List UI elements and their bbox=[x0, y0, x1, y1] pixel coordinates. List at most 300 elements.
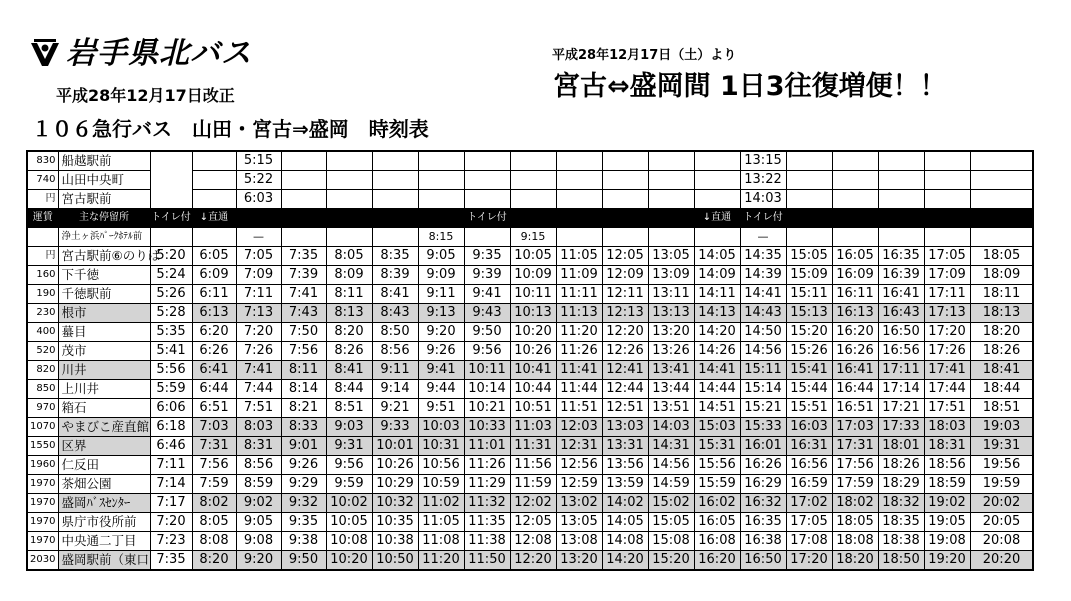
time-cell bbox=[694, 190, 740, 209]
time-cell: 16:29 bbox=[740, 475, 786, 494]
time-cell: 16:32 bbox=[740, 494, 786, 513]
time-cell: 8:11 bbox=[326, 285, 372, 304]
time-cell: 10:41 bbox=[510, 361, 556, 380]
time-cell: 16:20 bbox=[832, 323, 878, 342]
time-cell: 7:14 bbox=[150, 475, 192, 494]
time-cell: 13:59 bbox=[602, 475, 648, 494]
timetable-row bbox=[27, 228, 1033, 247]
time-cell: 6:13 bbox=[192, 304, 236, 323]
time-cell: 14:35 bbox=[740, 247, 786, 266]
timetable-row bbox=[27, 437, 1033, 456]
time-cell: 16:26 bbox=[832, 342, 878, 361]
time-cell: 11:01 bbox=[464, 437, 510, 456]
time-cell: 9:31 bbox=[326, 437, 372, 456]
timetable-row bbox=[27, 266, 1033, 285]
time-cell bbox=[694, 171, 740, 190]
time-cell: 12:56 bbox=[556, 456, 602, 475]
stop-name: 山田中央町 bbox=[58, 171, 150, 190]
time-cell: 11:31 bbox=[510, 437, 556, 456]
time-cell: 9:43 bbox=[464, 304, 510, 323]
time-cell: 16:44 bbox=[832, 380, 878, 399]
time-cell bbox=[694, 151, 740, 171]
fare-cell: 160 bbox=[27, 266, 58, 285]
time-cell: 9:21 bbox=[372, 399, 418, 418]
time-cell: 10:13 bbox=[510, 304, 556, 323]
time-cell: 10:56 bbox=[418, 456, 464, 475]
fare-header: 運賃 bbox=[27, 209, 58, 228]
trip-feature-label bbox=[832, 209, 878, 228]
time-cell bbox=[281, 171, 326, 190]
time-cell: 16:13 bbox=[832, 304, 878, 323]
time-cell: 8:15 bbox=[418, 228, 464, 247]
time-cell: 6:44 bbox=[192, 380, 236, 399]
time-cell bbox=[192, 151, 236, 171]
time-cell: 7:26 bbox=[236, 342, 281, 361]
time-cell: 16:50 bbox=[740, 551, 786, 571]
time-cell: — bbox=[236, 228, 281, 247]
time-cell bbox=[510, 190, 556, 209]
time-cell: 15:11 bbox=[740, 361, 786, 380]
time-cell: 10:05 bbox=[510, 247, 556, 266]
time-cell bbox=[648, 228, 694, 247]
time-cell bbox=[372, 171, 418, 190]
fare-cell: 1970 bbox=[27, 494, 58, 513]
time-cell: 9:50 bbox=[281, 551, 326, 571]
timetable-row bbox=[27, 171, 1033, 190]
time-cell: 11:26 bbox=[556, 342, 602, 361]
time-cell: 12:03 bbox=[556, 418, 602, 437]
time-cell: 7:31 bbox=[192, 437, 236, 456]
time-cell bbox=[924, 151, 970, 171]
time-cell bbox=[602, 228, 648, 247]
time-cell: 15:26 bbox=[786, 342, 832, 361]
time-cell: 8:59 bbox=[236, 475, 281, 494]
time-cell: 14:43 bbox=[740, 304, 786, 323]
time-cell: 5:15 bbox=[236, 151, 281, 171]
timetable bbox=[26, 150, 1034, 571]
time-cell: 14:44 bbox=[694, 380, 740, 399]
time-cell: 11:20 bbox=[418, 551, 464, 571]
time-cell: 9:35 bbox=[281, 513, 326, 532]
time-cell bbox=[326, 190, 372, 209]
fare-cell: 1550 bbox=[27, 437, 58, 456]
time-cell: 18:59 bbox=[924, 475, 970, 494]
time-cell: 18:44 bbox=[970, 380, 1033, 399]
fare-cell: 2030 bbox=[27, 551, 58, 571]
stop-name: 船越駅前 bbox=[58, 151, 150, 171]
time-cell: 7:44 bbox=[236, 380, 281, 399]
time-cell: 17:59 bbox=[832, 475, 878, 494]
time-cell: 16:31 bbox=[786, 437, 832, 456]
time-cell: 11:59 bbox=[510, 475, 556, 494]
time-cell: 18:03 bbox=[924, 418, 970, 437]
time-cell: 7:20 bbox=[150, 513, 192, 532]
time-cell bbox=[372, 151, 418, 171]
time-cell: 11:05 bbox=[418, 513, 464, 532]
time-cell bbox=[326, 228, 372, 247]
time-cell: 12:26 bbox=[602, 342, 648, 361]
time-cell bbox=[970, 151, 1033, 171]
time-cell: 15:31 bbox=[694, 437, 740, 456]
fare-cell: 230 bbox=[27, 304, 58, 323]
time-cell bbox=[192, 171, 236, 190]
time-cell: 18:31 bbox=[924, 437, 970, 456]
timetable-row bbox=[27, 342, 1033, 361]
time-cell: 8:35 bbox=[372, 247, 418, 266]
time-cell: 7:23 bbox=[150, 532, 192, 551]
time-cell: 18:08 bbox=[832, 532, 878, 551]
time-cell: 18:26 bbox=[878, 456, 924, 475]
bus-logo-icon bbox=[28, 39, 62, 69]
time-cell bbox=[556, 171, 602, 190]
time-cell: 13:51 bbox=[648, 399, 694, 418]
time-cell: 16:59 bbox=[786, 475, 832, 494]
time-cell bbox=[924, 190, 970, 209]
time-cell: 6:18 bbox=[150, 418, 192, 437]
time-cell: 9:20 bbox=[236, 551, 281, 571]
time-cell: 15:13 bbox=[786, 304, 832, 323]
timetable-row bbox=[27, 532, 1033, 551]
time-cell: 8:03 bbox=[236, 418, 281, 437]
timetable-row bbox=[27, 399, 1033, 418]
time-cell: 17:03 bbox=[832, 418, 878, 437]
time-cell: 15:59 bbox=[694, 475, 740, 494]
time-cell: 16:56 bbox=[878, 342, 924, 361]
time-cell bbox=[281, 190, 326, 209]
time-cell: 17:44 bbox=[924, 380, 970, 399]
time-cell: 10:02 bbox=[326, 494, 372, 513]
time-cell: 5:20 bbox=[150, 247, 192, 266]
time-cell: 16:08 bbox=[694, 532, 740, 551]
time-cell: 12:02 bbox=[510, 494, 556, 513]
time-cell: 19:20 bbox=[924, 551, 970, 571]
time-cell: 16:39 bbox=[878, 266, 924, 285]
time-cell: 17:02 bbox=[786, 494, 832, 513]
time-cell: 10:01 bbox=[372, 437, 418, 456]
time-cell: 8:02 bbox=[192, 494, 236, 513]
trip-feature-label: トイレ付 bbox=[150, 209, 192, 228]
time-cell: 5:35 bbox=[150, 323, 192, 342]
time-cell: 7:13 bbox=[236, 304, 281, 323]
fare-cell: 850 bbox=[27, 380, 58, 399]
time-cell: 19:08 bbox=[924, 532, 970, 551]
time-cell bbox=[281, 151, 326, 171]
fare-cell: 190 bbox=[27, 285, 58, 304]
time-cell: 9:32 bbox=[281, 494, 326, 513]
time-cell: 9:05 bbox=[418, 247, 464, 266]
time-cell: 11:29 bbox=[464, 475, 510, 494]
time-cell: 9:03 bbox=[326, 418, 372, 437]
time-cell bbox=[832, 151, 878, 171]
time-cell: 10:11 bbox=[464, 361, 510, 380]
time-cell: 16:20 bbox=[694, 551, 740, 571]
company-name: 岩手県北バス bbox=[66, 36, 252, 71]
stop-name: 上川井 bbox=[58, 380, 150, 399]
time-cell: 8:13 bbox=[326, 304, 372, 323]
time-cell: 14:39 bbox=[740, 266, 786, 285]
trip-feature-label bbox=[648, 209, 694, 228]
time-cell: 16:05 bbox=[694, 513, 740, 532]
time-cell: 9:50 bbox=[464, 323, 510, 342]
time-cell: 10:44 bbox=[510, 380, 556, 399]
stop-name: 浄土ヶ浜ﾊﾟｰｸﾎﾃﾙ前 bbox=[58, 228, 150, 247]
time-cell bbox=[970, 171, 1033, 190]
time-cell: 7:51 bbox=[236, 399, 281, 418]
time-cell: 18:26 bbox=[970, 342, 1033, 361]
time-cell: 12:41 bbox=[602, 361, 648, 380]
time-cell: 17:11 bbox=[924, 285, 970, 304]
time-cell: 15:03 bbox=[694, 418, 740, 437]
timetable-row bbox=[27, 190, 1033, 209]
time-cell bbox=[786, 151, 832, 171]
time-cell: 14:03 bbox=[648, 418, 694, 437]
time-cell: 10:38 bbox=[372, 532, 418, 551]
time-cell: 8:44 bbox=[326, 380, 372, 399]
time-cell: 17:05 bbox=[786, 513, 832, 532]
time-cell: 15:20 bbox=[648, 551, 694, 571]
time-cell bbox=[878, 228, 924, 247]
time-cell: 9:05 bbox=[236, 513, 281, 532]
time-cell: 16:56 bbox=[786, 456, 832, 475]
time-cell: 7:20 bbox=[236, 323, 281, 342]
timetable-row bbox=[27, 151, 1033, 171]
time-cell: 13:05 bbox=[556, 513, 602, 532]
time-cell: 14:56 bbox=[740, 342, 786, 361]
time-cell: 13:26 bbox=[648, 342, 694, 361]
time-cell: 10:05 bbox=[326, 513, 372, 532]
time-cell: 20:05 bbox=[970, 513, 1033, 532]
time-cell: 8:56 bbox=[236, 456, 281, 475]
time-cell bbox=[464, 171, 510, 190]
time-cell: 9:35 bbox=[464, 247, 510, 266]
time-cell: 7:43 bbox=[281, 304, 326, 323]
time-cell bbox=[510, 151, 556, 171]
time-cell: 16:26 bbox=[740, 456, 786, 475]
time-cell: 7:56 bbox=[192, 456, 236, 475]
fare-cell: 740 bbox=[27, 171, 58, 190]
trip-feature-label bbox=[510, 209, 556, 228]
time-cell: 6:26 bbox=[192, 342, 236, 361]
timetable-row bbox=[27, 323, 1033, 342]
time-cell: 7:11 bbox=[236, 285, 281, 304]
time-cell: 13:41 bbox=[648, 361, 694, 380]
time-cell: 15:44 bbox=[786, 380, 832, 399]
time-cell: 14:05 bbox=[694, 247, 740, 266]
time-cell: 18:05 bbox=[970, 247, 1033, 266]
stop-name: 千徳駅前 bbox=[58, 285, 150, 304]
time-cell bbox=[556, 151, 602, 171]
timetable-row bbox=[27, 361, 1033, 380]
time-cell bbox=[510, 171, 556, 190]
time-cell: 12:59 bbox=[556, 475, 602, 494]
headline: 宮古⇔盛岡間 1日3往復増便！！ bbox=[553, 71, 947, 102]
time-cell: 6:11 bbox=[192, 285, 236, 304]
time-cell bbox=[878, 190, 924, 209]
time-cell: 16:41 bbox=[878, 285, 924, 304]
time-cell: 16:35 bbox=[740, 513, 786, 532]
time-cell: 11:41 bbox=[556, 361, 602, 380]
time-cell bbox=[418, 171, 464, 190]
time-cell bbox=[464, 151, 510, 171]
time-cell bbox=[418, 151, 464, 171]
trip-feature-label bbox=[281, 209, 326, 228]
time-cell bbox=[150, 151, 192, 171]
timetable-header-row bbox=[27, 209, 1033, 228]
time-cell: 15:09 bbox=[786, 266, 832, 285]
time-cell: 13:20 bbox=[556, 551, 602, 571]
time-cell: 11:35 bbox=[464, 513, 510, 532]
time-cell: 8:14 bbox=[281, 380, 326, 399]
time-cell: 15:14 bbox=[740, 380, 786, 399]
trip-feature-label: トイレ付 bbox=[464, 209, 510, 228]
time-cell bbox=[832, 171, 878, 190]
trip-feature-label: ↓直通 bbox=[694, 209, 740, 228]
time-cell: 18:50 bbox=[878, 551, 924, 571]
time-cell: 19:31 bbox=[970, 437, 1033, 456]
time-cell: 8:43 bbox=[372, 304, 418, 323]
stop-name: 宮古駅前 bbox=[58, 190, 150, 209]
stop-name: 川井 bbox=[58, 361, 150, 380]
time-cell: 9:09 bbox=[418, 266, 464, 285]
time-cell: 5:56 bbox=[150, 361, 192, 380]
time-cell: 19:02 bbox=[924, 494, 970, 513]
time-cell: 12:51 bbox=[602, 399, 648, 418]
time-cell: 9:14 bbox=[372, 380, 418, 399]
time-cell: 18:51 bbox=[970, 399, 1033, 418]
time-cell: 10:21 bbox=[464, 399, 510, 418]
time-cell: 15:33 bbox=[740, 418, 786, 437]
time-cell: 13:03 bbox=[602, 418, 648, 437]
time-cell: 9:38 bbox=[281, 532, 326, 551]
trip-feature-label bbox=[602, 209, 648, 228]
time-cell: 11:08 bbox=[418, 532, 464, 551]
time-cell: 7:03 bbox=[192, 418, 236, 437]
stop-header: 主な停留所 bbox=[58, 209, 150, 228]
stop-name: 中央通二丁目 bbox=[58, 532, 150, 551]
stop-name: やまびこ産直館 bbox=[58, 418, 150, 437]
time-cell: 10:35 bbox=[372, 513, 418, 532]
time-cell: 5:22 bbox=[236, 171, 281, 190]
time-cell: 7:59 bbox=[192, 475, 236, 494]
time-cell bbox=[832, 190, 878, 209]
time-cell: 10:03 bbox=[418, 418, 464, 437]
trip-feature-label bbox=[326, 209, 372, 228]
time-cell: 20:02 bbox=[970, 494, 1033, 513]
timetable-row bbox=[27, 494, 1033, 513]
time-cell: 18:41 bbox=[970, 361, 1033, 380]
time-cell bbox=[602, 190, 648, 209]
time-cell: 7:41 bbox=[281, 285, 326, 304]
time-cell: 6:20 bbox=[192, 323, 236, 342]
time-cell: 17:14 bbox=[878, 380, 924, 399]
time-cell: 10:26 bbox=[372, 456, 418, 475]
time-cell: 18:01 bbox=[878, 437, 924, 456]
company-logo bbox=[28, 38, 252, 70]
time-cell: 10:51 bbox=[510, 399, 556, 418]
time-cell: 12:44 bbox=[602, 380, 648, 399]
time-cell bbox=[150, 228, 192, 247]
time-cell bbox=[648, 190, 694, 209]
time-cell: 9:08 bbox=[236, 532, 281, 551]
time-cell: 13:20 bbox=[648, 323, 694, 342]
time-cell: 14:08 bbox=[602, 532, 648, 551]
timetable-row bbox=[27, 380, 1033, 399]
time-cell: 17:41 bbox=[924, 361, 970, 380]
time-cell: 17:09 bbox=[924, 266, 970, 285]
time-cell: 8:31 bbox=[236, 437, 281, 456]
time-cell: 8:08 bbox=[192, 532, 236, 551]
time-cell bbox=[694, 228, 740, 247]
time-cell: 18:02 bbox=[832, 494, 878, 513]
time-cell: 9:26 bbox=[418, 342, 464, 361]
time-cell: 14:20 bbox=[694, 323, 740, 342]
time-cell: 7:41 bbox=[236, 361, 281, 380]
time-cell: 9:41 bbox=[418, 361, 464, 380]
time-cell: 10:14 bbox=[464, 380, 510, 399]
time-cell: 5:26 bbox=[150, 285, 192, 304]
time-cell: 8:21 bbox=[281, 399, 326, 418]
time-cell: 11:38 bbox=[464, 532, 510, 551]
time-cell: 8:05 bbox=[326, 247, 372, 266]
timetable-row bbox=[27, 551, 1033, 571]
stop-name: 宮古駅前⑥のりば bbox=[58, 247, 150, 266]
time-cell: 8:56 bbox=[372, 342, 418, 361]
revision-date: 平成28年12月17日改正 bbox=[56, 86, 235, 105]
time-cell: 10:20 bbox=[510, 323, 556, 342]
time-cell: 13:22 bbox=[740, 171, 786, 190]
time-cell: 18:38 bbox=[878, 532, 924, 551]
timetable-row bbox=[27, 418, 1033, 437]
time-cell: 13:15 bbox=[740, 151, 786, 171]
time-cell: 18:09 bbox=[970, 266, 1033, 285]
time-cell: 8:41 bbox=[372, 285, 418, 304]
time-cell: 12:11 bbox=[602, 285, 648, 304]
timetable-row bbox=[27, 456, 1033, 475]
time-cell: 11:09 bbox=[556, 266, 602, 285]
time-cell: 11:32 bbox=[464, 494, 510, 513]
fare-cell: 820 bbox=[27, 361, 58, 380]
time-cell: 12:13 bbox=[602, 304, 648, 323]
time-cell: 9:56 bbox=[326, 456, 372, 475]
time-cell: 10:20 bbox=[326, 551, 372, 571]
time-cell: 14:41 bbox=[740, 285, 786, 304]
fare-cell: 円 bbox=[27, 247, 58, 266]
time-cell: 11:51 bbox=[556, 399, 602, 418]
time-cell: 9:13 bbox=[418, 304, 464, 323]
time-cell: 10:32 bbox=[372, 494, 418, 513]
time-cell: 8:33 bbox=[281, 418, 326, 437]
timetable-row bbox=[27, 513, 1033, 532]
time-cell: 10:33 bbox=[464, 418, 510, 437]
time-cell: 7:50 bbox=[281, 323, 326, 342]
trip-feature-label bbox=[372, 209, 418, 228]
time-cell: 9:59 bbox=[326, 475, 372, 494]
stop-name: 区界 bbox=[58, 437, 150, 456]
time-cell: 9:26 bbox=[281, 456, 326, 475]
time-cell: 11:44 bbox=[556, 380, 602, 399]
time-cell: 7:35 bbox=[150, 551, 192, 571]
time-cell: 7:39 bbox=[281, 266, 326, 285]
time-cell: 10:26 bbox=[510, 342, 556, 361]
trip-feature-label bbox=[786, 209, 832, 228]
time-cell: 14:02 bbox=[602, 494, 648, 513]
fare-cell: 円 bbox=[27, 190, 58, 209]
time-cell: 18:13 bbox=[970, 304, 1033, 323]
time-cell: 19:03 bbox=[970, 418, 1033, 437]
time-cell: 18:35 bbox=[878, 513, 924, 532]
time-cell: 7:09 bbox=[236, 266, 281, 285]
time-cell: 11:56 bbox=[510, 456, 556, 475]
